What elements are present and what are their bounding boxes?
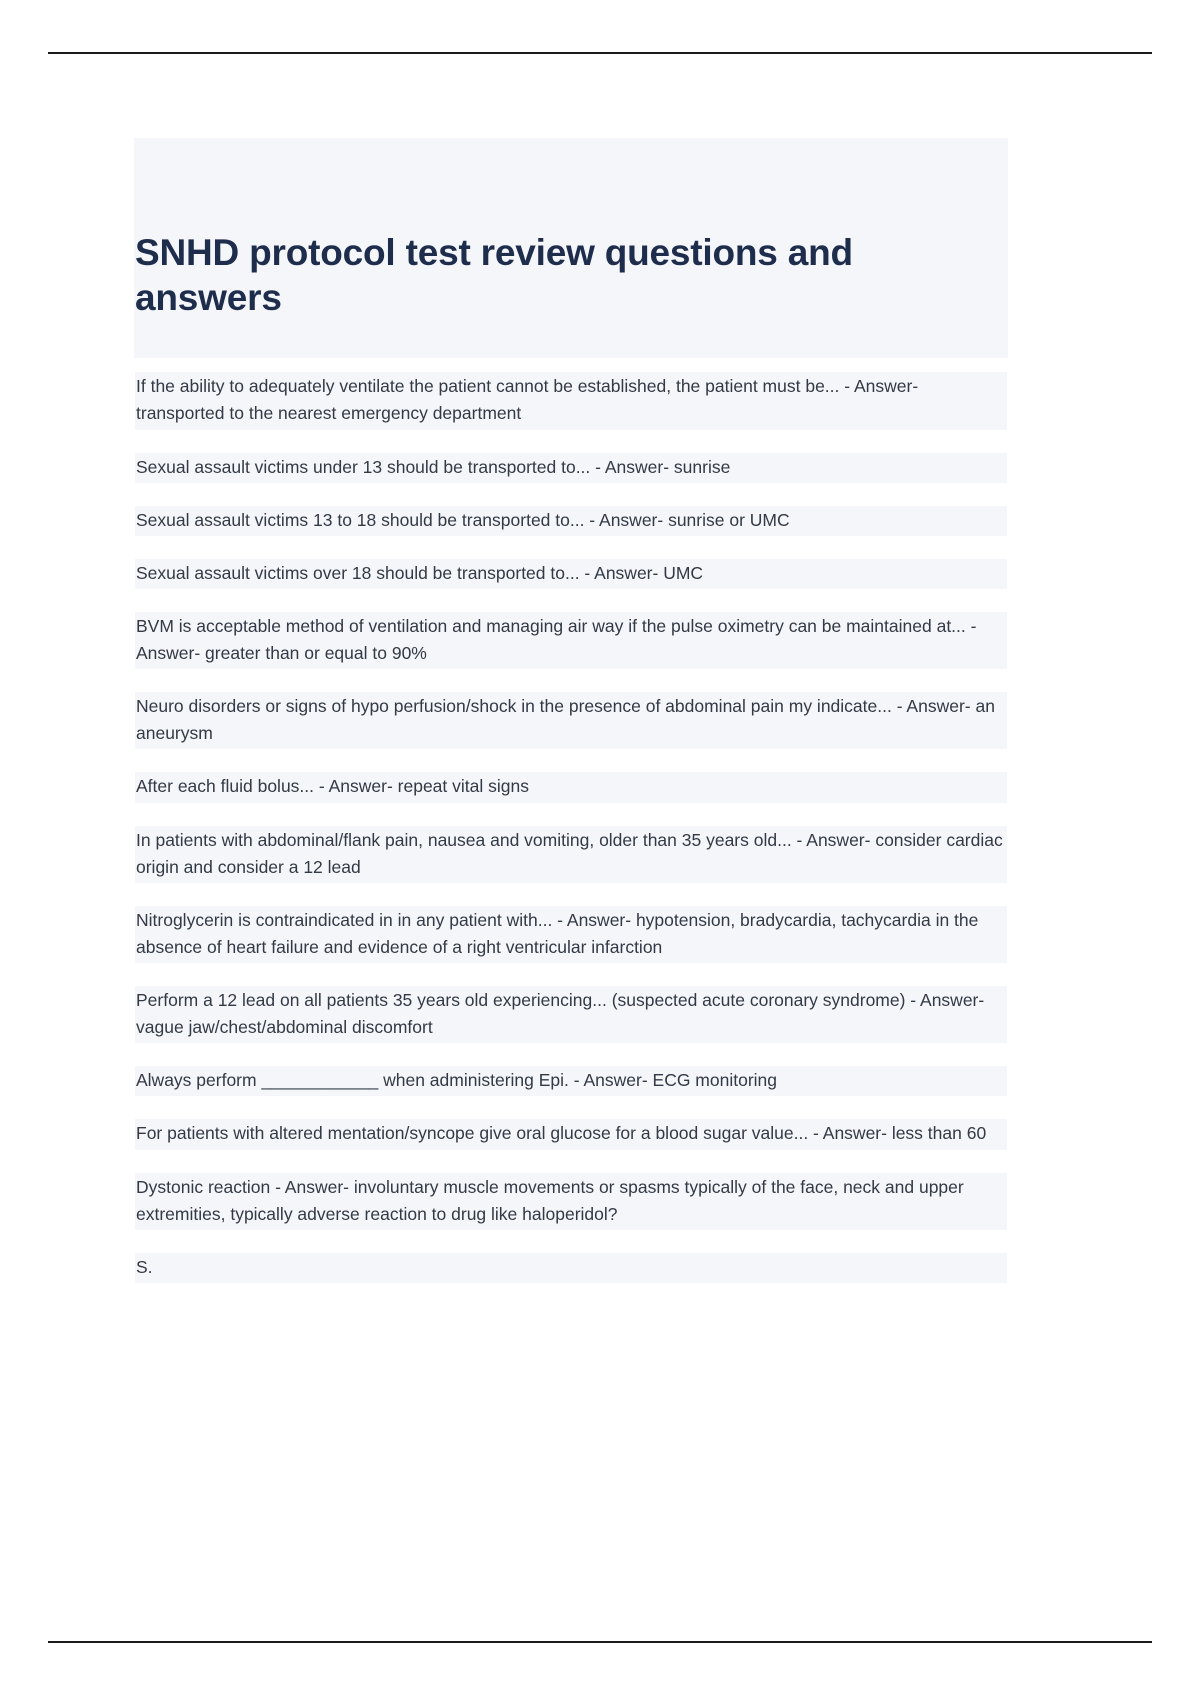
qa-item: After each fluid bolus... - Answer- repeat vital signs — [135, 772, 1007, 802]
qa-item: S. — [135, 1253, 1007, 1283]
qa-item: BVM is acceptable method of ventilation and managing air way if the pulse oximetry can be maintained at... - Answer- greater than or equal to 90% — [135, 612, 1007, 669]
title-block — [134, 138, 1008, 358]
qa-item: In patients with abdominal/flank pain, nausea and vomiting, older than 35 years old... - Answer- consider cardiac origin and consider a 12 lead — [135, 826, 1007, 883]
qa-item: Neuro disorders or signs of hypo perfusion/shock in the presence of abdominal pain my indicate... - Answer- an aneurysm — [135, 692, 1007, 749]
qa-item: For patients with altered mentation/syncope give oral glucose for a blood sugar value... - Answer- less than 60 — [135, 1119, 1007, 1149]
header-divider — [48, 52, 1152, 54]
qa-item: Sexual assault victims 13 to 18 should be transported to... - Answer- sunrise or UMC — [135, 506, 1007, 536]
footer-divider — [48, 1641, 1152, 1643]
qa-item: Sexual assault victims under 13 should be transported to... - Answer- sunrise — [135, 453, 1007, 483]
qa-item: Nitroglycerin is contraindicated in in any patient with... - Answer- hypotension, bradycardia, tachycardia in the absence of heart failure and evidence of a right ventricular infarction — [135, 906, 1007, 963]
document-content — [135, 138, 1007, 1283]
page-title: SNHD protocol test review questions and answers — [135, 232, 853, 319]
qa-item: Perform a 12 lead on all patients 35 years old experiencing... (suspected acute coronary syndrome) - Answer- vague jaw/chest/abdominal discomfort — [135, 986, 1007, 1043]
qa-item: Sexual assault victims over 18 should be transported to... - Answer- UMC — [135, 559, 1007, 589]
qa-item: Always perform ____________ when administering Epi. - Answer- ECG monitoring — [135, 1066, 1007, 1096]
qa-list — [135, 358, 1007, 1283]
qa-item: If the ability to adequately ventilate the patient cannot be established, the patient must be... - Answer- transported to the nearest emergency department — [135, 372, 1007, 429]
qa-item: Dystonic reaction - Answer- involuntary muscle movements or spasms typically of the face, neck and upper extremities, typically adverse reaction to drug like haloperidol? — [135, 1173, 1007, 1230]
